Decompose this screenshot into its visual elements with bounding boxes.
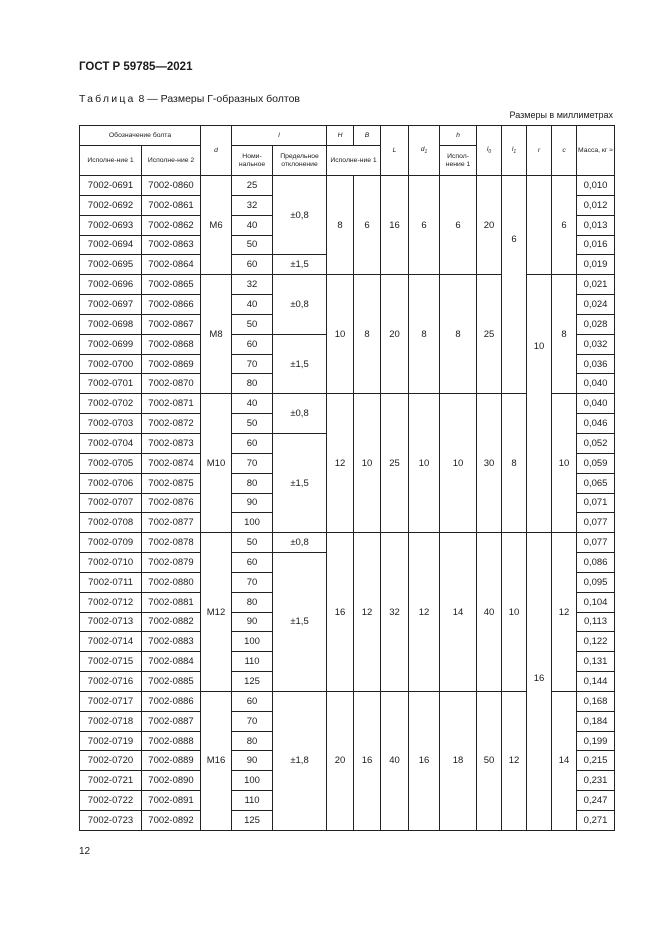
exec2-designation: 7002-0861 xyxy=(142,195,201,215)
h-value: 8 xyxy=(440,275,477,394)
exec2-header: Исполне-ние 2 xyxy=(142,146,201,176)
L-value: 32 xyxy=(381,533,409,692)
l-nominal: 60 xyxy=(232,691,273,711)
l-nominal: 100 xyxy=(232,771,273,791)
B-value: 6 xyxy=(354,176,381,275)
l-nominal: 32 xyxy=(232,275,273,295)
exec2-designation: 7002-0873 xyxy=(142,433,201,453)
l-nominal: 60 xyxy=(232,433,273,453)
l-nominal: 125 xyxy=(232,672,273,692)
h-value: 10 xyxy=(440,394,477,533)
exec1-designation: 7002-0699 xyxy=(80,334,142,354)
l-nominal: 60 xyxy=(232,255,273,275)
mass-value: 0,052 xyxy=(577,433,615,453)
l0-value: 30 xyxy=(477,394,502,533)
exec2-designation: 7002-0890 xyxy=(142,771,201,791)
B-value: 10 xyxy=(354,394,381,533)
l-nominal: 32 xyxy=(232,195,273,215)
exec2-designation: 7002-0889 xyxy=(142,751,201,771)
l-deviation-header: Предельное отклонение xyxy=(273,146,327,176)
exec2-designation: 7002-0872 xyxy=(142,414,201,434)
h-value: 6 xyxy=(440,176,477,275)
exec2-designation: 7002-0883 xyxy=(142,632,201,652)
exec2-designation: 7002-0888 xyxy=(142,731,201,751)
exec2-designation: 7002-0869 xyxy=(142,354,201,374)
exec2-designation: 7002-0880 xyxy=(142,572,201,592)
caption-title: 8 — Размеры Г-образных болтов xyxy=(138,93,301,105)
exec1-designation: 7002-0707 xyxy=(80,493,142,513)
l-nominal: 80 xyxy=(232,592,273,612)
mass-value: 0,144 xyxy=(577,672,615,692)
l-nominal: 70 xyxy=(232,453,273,473)
exec2-designation: 7002-0870 xyxy=(142,374,201,394)
mass-value: 0,032 xyxy=(577,334,615,354)
l-nominal: 90 xyxy=(232,493,273,513)
l-deviation: ±1,5 xyxy=(273,334,327,394)
d1-value: 16 xyxy=(409,691,440,830)
d1-value: 6 xyxy=(409,176,440,275)
B-value: 16 xyxy=(354,691,381,830)
l-nominal: 110 xyxy=(232,652,273,672)
mass-value: 0,016 xyxy=(577,235,615,255)
exec1-designation: 7002-0701 xyxy=(80,374,142,394)
c-value: 10 xyxy=(552,394,577,533)
page-number: 12 xyxy=(79,846,91,857)
exec2-designation: 7002-0860 xyxy=(142,176,201,196)
mass-value: 0,095 xyxy=(577,572,615,592)
exec2-designation: 7002-0877 xyxy=(142,513,201,533)
exec1-designation: 7002-0714 xyxy=(80,632,142,652)
l-nominal: 80 xyxy=(232,374,273,394)
exec2-designation: 7002-0892 xyxy=(142,811,201,831)
exec2-designation: 7002-0862 xyxy=(142,215,201,235)
h-header: h xyxy=(440,126,477,146)
l-deviation: ±0,8 xyxy=(273,533,327,553)
exec1-designation: 7002-0697 xyxy=(80,295,142,315)
l0-header: $l_0$ xyxy=(477,126,502,176)
exec1-designation: 7002-0710 xyxy=(80,553,142,573)
mass-value: 0,040 xyxy=(577,394,615,414)
HB-exec-header: Исполне-ние 1 xyxy=(327,146,381,176)
bolt-dimensions-table xyxy=(79,125,615,831)
l-nominal: 80 xyxy=(232,731,273,751)
exec1-designation: 7002-0712 xyxy=(80,592,142,612)
mass-value: 0,077 xyxy=(577,533,615,553)
exec1-designation: 7002-0721 xyxy=(80,771,142,791)
c-value: 14 xyxy=(552,691,577,830)
mass-value: 0,071 xyxy=(577,493,615,513)
mass-value: 0,065 xyxy=(577,473,615,493)
l1-value: 6 xyxy=(502,176,527,394)
exec1-designation: 7002-0716 xyxy=(80,672,142,692)
document-header: ГОСТ Р 59785—2021 xyxy=(79,61,193,73)
l-nominal: 50 xyxy=(232,414,273,434)
h-exec-header: Испол-нение 1 xyxy=(440,146,477,176)
exec2-designation: 7002-0884 xyxy=(142,652,201,672)
thread-d: M10 xyxy=(201,394,232,533)
l-nominal: 100 xyxy=(232,632,273,652)
mass-value: 0,040 xyxy=(577,374,615,394)
mass-value: 0,036 xyxy=(577,354,615,374)
table-caption xyxy=(79,93,300,105)
l-nominal: 40 xyxy=(232,394,273,414)
table-row xyxy=(80,275,615,295)
d-header: d xyxy=(201,126,232,176)
c-header: c xyxy=(552,126,577,176)
exec1-designation: 7002-0691 xyxy=(80,176,142,196)
exec2-designation: 7002-0882 xyxy=(142,612,201,632)
exec1-designation: 7002-0709 xyxy=(80,533,142,553)
exec2-designation: 7002-0885 xyxy=(142,672,201,692)
exec2-designation: 7002-0875 xyxy=(142,473,201,493)
l-nominal: 70 xyxy=(232,354,273,374)
exec1-designation: 7002-0711 xyxy=(80,572,142,592)
exec1-designation: 7002-0703 xyxy=(80,414,142,434)
mass-value: 0,021 xyxy=(577,275,615,295)
c-value: 8 xyxy=(552,275,577,394)
exec2-designation: 7002-0887 xyxy=(142,711,201,731)
exec2-designation: 7002-0876 xyxy=(142,493,201,513)
thread-d: M6 xyxy=(201,176,232,275)
l-nominal: 40 xyxy=(232,295,273,315)
l-nominal: 40 xyxy=(232,215,273,235)
H-header: H xyxy=(327,126,354,146)
exec2-designation: 7002-0863 xyxy=(142,235,201,255)
d1-header: $d_1$ xyxy=(409,126,440,176)
mass-value: 0,024 xyxy=(577,295,615,315)
mass-value: 0,184 xyxy=(577,711,615,731)
l1-value: 10 xyxy=(502,533,527,692)
H-value: 8 xyxy=(327,176,354,275)
mass-value: 0,113 xyxy=(577,612,615,632)
exec2-designation: 7002-0881 xyxy=(142,592,201,612)
exec1-designation: 7002-0722 xyxy=(80,791,142,811)
exec2-designation: 7002-0864 xyxy=(142,255,201,275)
r-value: 16 xyxy=(527,533,552,831)
L-value: 16 xyxy=(381,176,409,275)
H-value: 20 xyxy=(327,691,354,830)
mass-value: 0,104 xyxy=(577,592,615,612)
mass-value: 0,271 xyxy=(577,811,615,831)
l-deviation: ±1,5 xyxy=(273,553,327,692)
units-note: Размеры в миллиметрах xyxy=(509,110,613,120)
l-nominal: 70 xyxy=(232,572,273,592)
B-header: B xyxy=(354,126,381,146)
l-nominal: 25 xyxy=(232,176,273,196)
d1-value: 10 xyxy=(409,394,440,533)
exec1-designation: 7002-0700 xyxy=(80,354,142,374)
d1-value: 12 xyxy=(409,533,440,692)
B-value: 12 xyxy=(354,533,381,692)
h-value: 18 xyxy=(440,691,477,830)
exec1-designation: 7002-0695 xyxy=(80,255,142,275)
exec1-designation: 7002-0705 xyxy=(80,453,142,473)
exec1-designation: 7002-0713 xyxy=(80,612,142,632)
mass-value: 0,215 xyxy=(577,751,615,771)
exec2-designation: 7002-0865 xyxy=(142,275,201,295)
mass-value: 0,168 xyxy=(577,691,615,711)
H-value: 10 xyxy=(327,275,354,394)
l-nominal: 50 xyxy=(232,314,273,334)
B-value: 8 xyxy=(354,275,381,394)
l-nominal: 80 xyxy=(232,473,273,493)
exec1-designation: 7002-0694 xyxy=(80,235,142,255)
l0-value: 40 xyxy=(477,533,502,692)
exec1-designation: 7002-0717 xyxy=(80,691,142,711)
l-deviation: ±0,8 xyxy=(273,275,327,335)
exec1-designation: 7002-0702 xyxy=(80,394,142,414)
exec2-designation: 7002-0867 xyxy=(142,314,201,334)
mass-header: Масса, кг ≈ xyxy=(577,126,615,176)
l-nominal: 125 xyxy=(232,811,273,831)
exec1-designation: 7002-0708 xyxy=(80,513,142,533)
H-value: 16 xyxy=(327,533,354,692)
L-value: 40 xyxy=(381,691,409,830)
mass-value: 0,010 xyxy=(577,176,615,196)
table-row xyxy=(80,176,615,196)
exec1-designation: 7002-0692 xyxy=(80,195,142,215)
mass-value: 0,131 xyxy=(577,652,615,672)
exec2-designation: 7002-0871 xyxy=(142,394,201,414)
exec1-designation: 7002-0718 xyxy=(80,711,142,731)
exec2-designation: 7002-0879 xyxy=(142,553,201,573)
mass-value: 0,028 xyxy=(577,314,615,334)
l-nominal: 60 xyxy=(232,334,273,354)
l-nominal: 50 xyxy=(232,533,273,553)
r-header: r xyxy=(527,126,552,176)
thread-d: M16 xyxy=(201,691,232,830)
l-header: l xyxy=(232,126,327,146)
mass-value: 0,059 xyxy=(577,453,615,473)
l0-value: 50 xyxy=(477,691,502,830)
H-value: 12 xyxy=(327,394,354,533)
exec1-designation: 7002-0696 xyxy=(80,275,142,295)
d1-value: 8 xyxy=(409,275,440,394)
l0-value: 20 xyxy=(477,176,502,275)
exec1-designation: 7002-0704 xyxy=(80,433,142,453)
l-nominal: 90 xyxy=(232,751,273,771)
caption-label: Таблица xyxy=(79,93,136,105)
r-value: 10 xyxy=(527,275,552,533)
l1-value: 8 xyxy=(502,394,527,533)
thread-d: M8 xyxy=(201,275,232,394)
table-body xyxy=(80,176,615,831)
l-nominal: 60 xyxy=(232,553,273,573)
l-nominal: 70 xyxy=(232,711,273,731)
mass-value: 0,013 xyxy=(577,215,615,235)
l1-header: $l_1$ xyxy=(502,126,527,176)
L-header: L xyxy=(381,126,409,176)
l-nominal-header: Номи-нальное xyxy=(232,146,273,176)
exec1-designation: 7002-0723 xyxy=(80,811,142,831)
l1-value: 12 xyxy=(502,691,527,830)
exec2-designation: 7002-0874 xyxy=(142,453,201,473)
thread-d: M12 xyxy=(201,533,232,692)
exec2-designation: 7002-0866 xyxy=(142,295,201,315)
mass-value: 0,086 xyxy=(577,553,615,573)
exec2-designation: 7002-0868 xyxy=(142,334,201,354)
mass-value: 0,231 xyxy=(577,771,615,791)
c-value: 12 xyxy=(552,533,577,692)
mass-value: 0,046 xyxy=(577,414,615,434)
table-row xyxy=(80,533,615,553)
l-nominal: 110 xyxy=(232,791,273,811)
mass-value: 0,019 xyxy=(577,255,615,275)
l-deviation: ±0,8 xyxy=(273,394,327,434)
h-value: 14 xyxy=(440,533,477,692)
mass-value: 0,247 xyxy=(577,791,615,811)
l-deviation: ±1,5 xyxy=(273,433,327,532)
exec2-designation: 7002-0886 xyxy=(142,691,201,711)
mass-value: 0,199 xyxy=(577,731,615,751)
exec2-designation: 7002-0878 xyxy=(142,533,201,553)
designation-header: Обозначение болта xyxy=(80,126,201,146)
L-value: 20 xyxy=(381,275,409,394)
exec1-header: Исполне-ние 1 xyxy=(80,146,142,176)
l-deviation: ±1,5 xyxy=(273,255,327,275)
exec1-designation: 7002-0698 xyxy=(80,314,142,334)
r-gap xyxy=(527,176,552,275)
exec2-designation: 7002-0891 xyxy=(142,791,201,811)
mass-value: 0,122 xyxy=(577,632,615,652)
l-nominal: 50 xyxy=(232,235,273,255)
exec1-designation: 7002-0706 xyxy=(80,473,142,493)
l-nominal: 90 xyxy=(232,612,273,632)
l-nominal: 100 xyxy=(232,513,273,533)
exec1-designation: 7002-0715 xyxy=(80,652,142,672)
c-value: 6 xyxy=(552,176,577,275)
exec1-designation: 7002-0719 xyxy=(80,731,142,751)
l-deviation: ±1,8 xyxy=(273,691,327,830)
exec1-designation: 7002-0693 xyxy=(80,215,142,235)
L-value: 25 xyxy=(381,394,409,533)
mass-value: 0,077 xyxy=(577,513,615,533)
l0-value: 25 xyxy=(477,275,502,394)
exec1-designation: 7002-0720 xyxy=(80,751,142,771)
l-deviation: ±0,8 xyxy=(273,176,327,255)
mass-value: 0,012 xyxy=(577,195,615,215)
